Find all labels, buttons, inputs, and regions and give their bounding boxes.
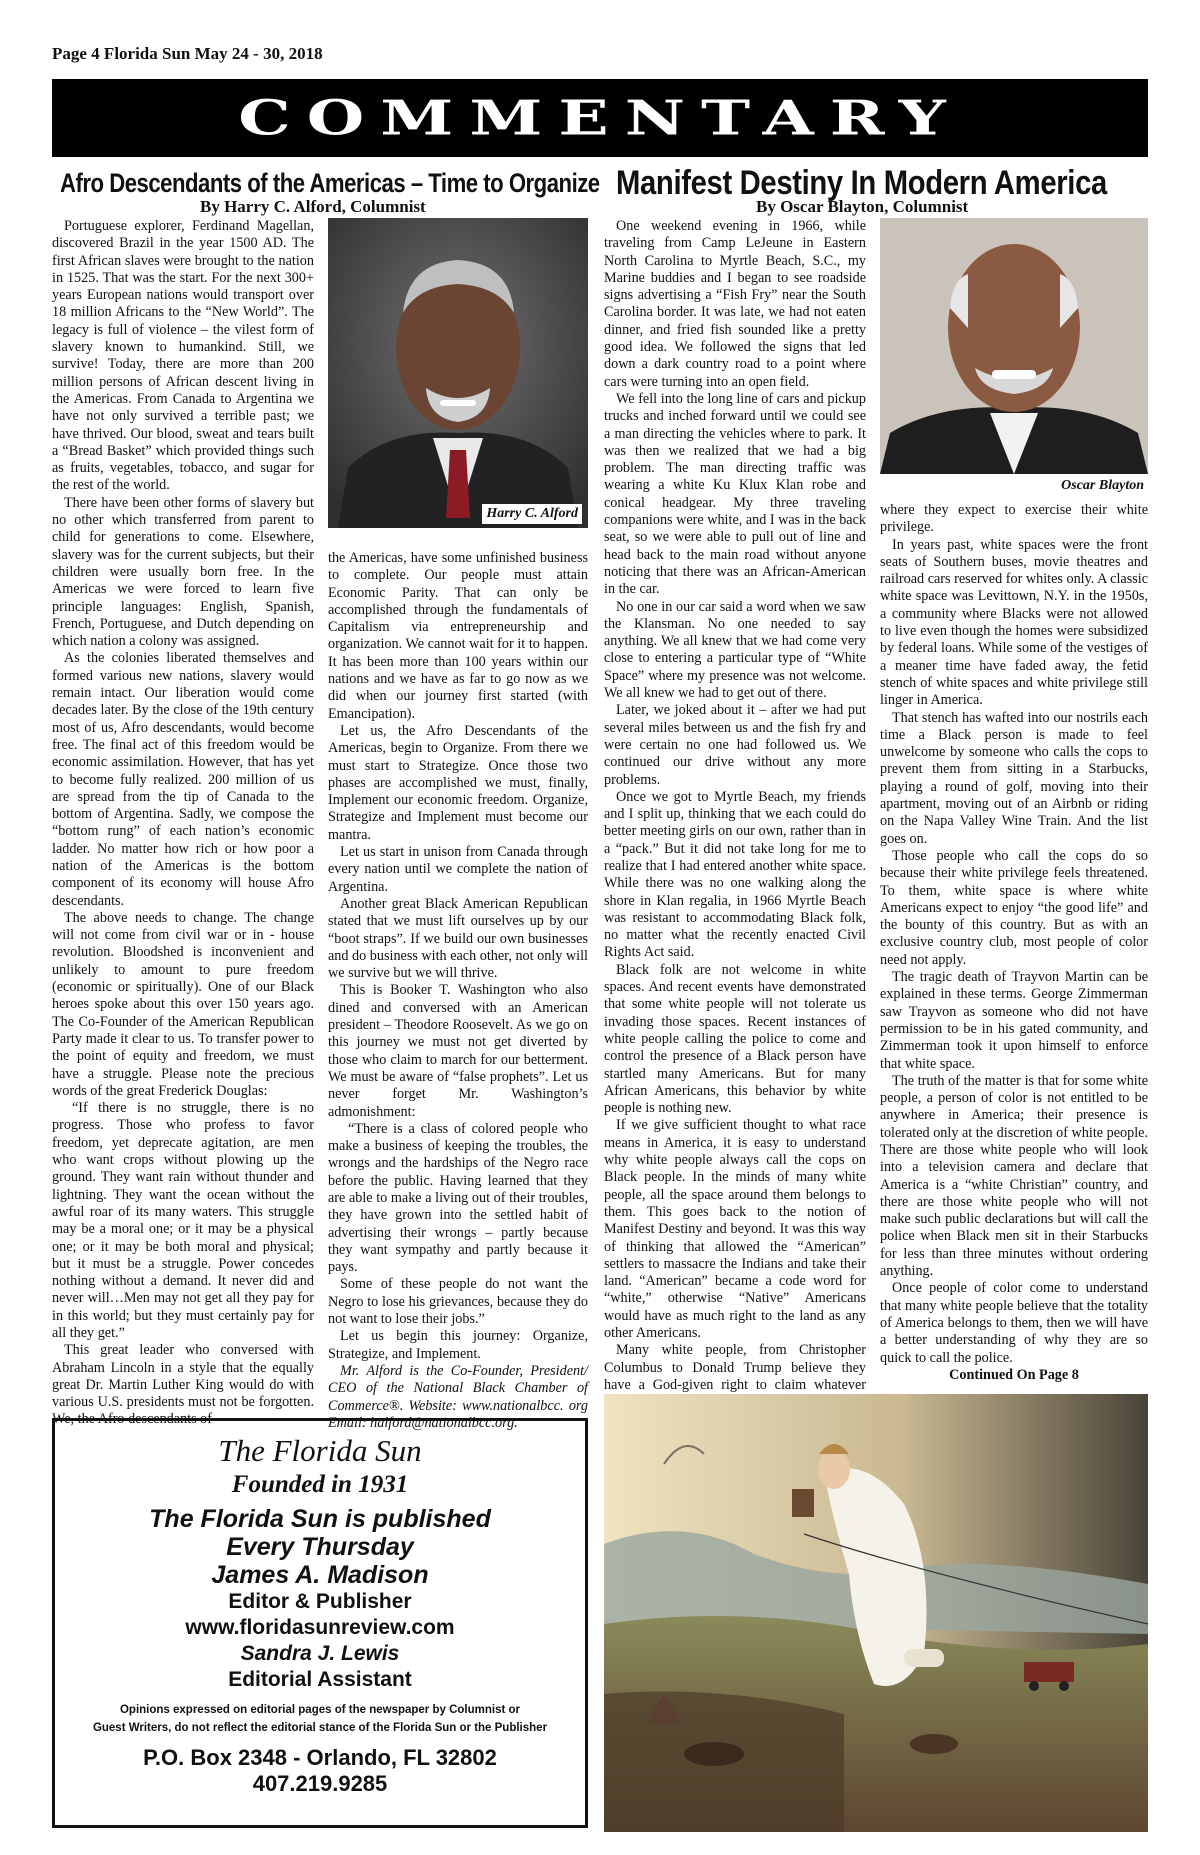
paragraph: The tragic death of Trayvon Martin can be explained in these terms. George Zimmerman saw Trayvon as someone who did not have permission to be in his gated community, and Zimmerman took it upon himself to enforce that white space. [880,969,1148,1072]
paragraph: The truth of the matter is that for some white people, a person of color is not entitled to be anywhere in America; their presence is tolerated only at the discretion of white people. There are those white people who will look into a television camera and declare that America is a “white Christian” country, and there are those white people who will not make such public declarations but will call the police when Black men sit in their Starbucks for less than three minutes without ordering anything. [880,1072,1148,1280]
left-article-headline: Afro Descendants of the Americas – Time to Organize [60,168,600,198]
paragraph: Portuguese explorer, Ferdinand Magellan, discovered Brazil in the year 1500 AD. The first African slaves were brought to the nation in 1525. That was the start. For the next 300+ years European nations would transport over 18 million Africans to the “New World”. The legacy is full of violence – the vilest form of slavery known to humankind. Still, we survive! Today, there are more than 200 million persons of African descent living in the Americas. From Canada to Argentina we have not only survived a terrible past; we have thrived. Our blood, sweat and tears built a “Bread Basket” which provided things such as fruits, vegetables, tobacco, and sugar for the rest of the world. [52,218,314,494]
paragraph: where they expect to exercise their white privilege. [880,502,1148,536]
paragraph: Black folk are not welcome in white spaces. And recent events have demonstrated that some white people will not tolerate us invading those spaces. Recent instances of white people calling the police to come and control the presence of a Black person have startled many Americans. But for many African Americans, this behavior by white people is nothing new. [604,961,866,1117]
paragraph: If we give sufficient thought to what race means in America, it is easy to understand why white people always call the cops on Black people. In the minds of many white people, all the space around them belongs to them. This goes back to the notion of Manifest Destiny and beyond. It was this way of thinking that allowed the “American” settlers to massacre the Indians and take their land. “American” became a code word for “white,” otherwise “Native” Americans would have as much right to the land as any other Americans. [604,1117,866,1341]
paragraph: Some of these people do not want the Negro to lose his grievances, because they do not want to lose their jobs.” [328,1276,588,1328]
masthead-assistant-name: Sandra J. Lewis [240,1642,400,1665]
paragraph: the Americas, have some unfinished business to complete. Our people must attain Economic Parity. That can only be accomplished through the fundamentals of Capitalism via entrepreneurship and organization. We cannot wait for it to happen. It has been more than 100 years within our nations and we have as far to go now as we did when our journey first started (with Emancipation). [328,550,588,722]
masthead-title: The Florida Sun [218,1433,422,1468]
paragraph: This is Booker T. Washington who also dined and conversed with an American president – Theodore Roosevelt. As we go on this journey we must not get diverted by those who claim to march for our betterment. We must be aware of “false prophets”. Let us never forget Mr. Washington’s admonishment: [328,982,588,1120]
quote-paragraph: “There is a class of colored people who make a business of keeping the troubles, the wrongs and the hardships of the Negro race before the public. Having learned that they are able to make a living out of their troubles, they have grown into the settled habit of advertising their wrongs – partly because they want sympathy and partly because it pays. [328,1120,588,1276]
author-credit: Mr. Alford is the Co-Founder, President/ CEO of the National Black Chamber of Commerce®. Website: www.nationalbcc. org Email: halford@nationalbcc.org. [328,1362,588,1431]
paragraph: Let us, the Afro Descendants of the Americas, begin to Organize. From there we must start to Strategize. Once those two phases are accomplished we must, finally, Implement our economic freedom. Organize, Strategize and Implement must become our mantra. [328,722,588,843]
paragraph: As the colonies liberated themselves and formed various new nations, slavery would remain intact. Our liberation would come decades later. By the close of the 19th century most of us, Afro descendants, would become free. The final act of this freedom would be economic assimilation. However, that has yet to become fully realized. 200 million of us are spread from the tip of Canada to the bottom of Argentina. Sadly, we compose the “bottom rung” of each nation’s economic ladder. No matter how rich or how poor a nation of the Americas is the bottom component of its economy will house Afro descendants. [52,650,314,909]
right-article-headline: Manifest Destiny In Modern America [616,164,1107,202]
portrait-graphic [880,218,1148,474]
disclaimer-line: Opinions expressed on editorial pages of the newspaper by Columnist or [119,1704,521,1716]
masthead-editor-role: Editor & Publisher [228,1590,412,1613]
american-progress-painting [604,1394,1148,1832]
paragraph: Another great Black American Republican stated that we must lift ourselves up by our “boot straps”. If we build our own businesses and do business with each other, not only will we survive but we will thrive. [328,895,588,982]
right-article-byline: By Oscar Blayton, Columnist [756,197,969,216]
oscar-blayton-caption: Oscar Blayton [1061,478,1144,493]
paragraph: Once people of color come to understand that many white people believe that the totality of America belongs to them, then we will have a better understanding of why they are so quick to call the police. [880,1280,1148,1366]
continued-notice: Continued On Page 8 [949,1366,1079,1383]
paragraph: No one in our car said a word when we saw the Klansman. No one needed to say anything. We all knew that we had come very close to entering a particular type of “White Space” where my presence was not welcome. We all knew we had to get out of there. [604,598,866,702]
section-banner-title: COMMENTARY [238,89,962,147]
masthead-phone: 407.219.9285 [252,1771,388,1796]
portrait-graphic [328,218,588,528]
paragraph: That stench has wafted into our nostrils each time a Black person is made to feel unwelcome by someone who calls the cops to prevent them from sitting in a Starbucks, playing a round of golf, moving into their apartment, moving out of an Airbnb or riding on the Napa Valley Wine Train. And the list goes on. [880,709,1148,847]
paragraph: Let us start in unison from Canada through every nation until we complete the nation of Argentina. [328,844,588,895]
harry-alford-caption: Harry C. Alford [482,504,582,524]
paragraph: The above needs to change. The change will not come from civil war or in - house revolution. Bloodshed is inconvenient and unlikely to amount to pure freedom (economic or spiritually). One of our Black heroes spoke about this over 150 years ago. The Co-Founder of the American Republican Party made it clear to us. To transfer power to the point of equity and freedom, we must have a struggle. Please note the precious words of the great Frederick Douglas: [52,909,314,1099]
masthead-published-line1: The Florida Sun is published [149,1505,491,1533]
masthead-website: www.floridasunreview.com [185,1616,455,1639]
left-article-col2 [328,550,588,1431]
masthead-assistant-role: Editorial Assistant [228,1668,412,1691]
section-banner [52,79,1148,157]
paragraph: Let us begin this journey: Organize, Strategize, and Implement. [328,1328,588,1362]
left-article-col1 [52,218,314,1428]
paragraph: Those people who call the cops do so because their white privilege feels threatened. To them, white space is where white Americans expect to enjoy “the good life” and the bounty of this country. But as with an exclusive country club, most people of color need not apply. [880,847,1148,968]
painting-graphic [604,1394,1148,1832]
paragraph: One weekend evening in 1966, while traveling from Camp LeJeune in Eastern North Carolina to Myrtle Beach, S.C., my Marine buddies and I began to see roadside signs advertising a “Fish Fry” near the South Carolina border. It was late, we had not eaten dinner, and fried fish sounded like a pretty good idea. We followed the signs that led down a dark country road to a point where cars were turning into an open field. [604,218,866,390]
masthead-editor-name: James A. Madison [211,1561,429,1589]
masthead-founded: Founded in 1931 [231,1471,409,1498]
masthead-published-line2: Every Thursday [226,1533,414,1561]
masthead-address: P.O. Box 2348 - Orlando, FL 32802 [143,1745,497,1770]
paragraph: Later, we joked about it – after we had put several miles between us and the fish fry and were certain no one had followed us. We continued our drive without any more problems. [604,702,866,788]
disclaimer-line: Guest Writers, do not reflect the editorial stance of the Florida Sun or the Publisher [92,1722,548,1734]
paragraph: Once we got to Myrtle Beach, my friends and I split up, thinking that we each could do better meeting girls on our own, rather than in a “pack.” But it did not take long for me to realize that I had entered another white space. While there was no one walking along the shore in Klan regalia, in 1966 Myrtle Beach was resistant to accommodating Black folk, no matter what the recently enacted Civil Rights Act said. [604,788,866,961]
masthead-box [52,1418,588,1828]
paragraph: We fell into the long line of cars and pickup trucks and inched forward until we could see a man directing the vehicles where to park. It was then we realized that we had a big problem. The man directing traffic was wearing a white Ku Klux Klan robe and conical headgear. My three traveling companions were white, and I was in the back seat, so we were able to pull out of line and head back to the main road without anyone noticing that there was an African-American in the car. [604,390,866,598]
right-article-col1 [604,218,866,1393]
left-article-byline: By Harry C. Alford, Columnist [200,197,426,216]
masthead-disclaimer [55,1701,585,1737]
harry-alford-photo [328,218,588,528]
paragraph: Many white people, from Christopher Columbus to Donald Trump believe they have a God-given right to claim whatever [604,1342,866,1393]
paragraph: In years past, white spaces were the front seats of Southern buses, movie theatres and railroad cars reserved for whites only. A classic white space was Levittown, N.Y. in the 1950s, a community where Blacks were not allowed to live even though the homes were subsidized by federal loans. While some of the vestiges of a meaner time have faded away, the fetid stench of white spaces and white privilege still linger in America. [880,536,1148,709]
paragraph: There have been other forms of slavery but no other which transferred from parent to child for generations to come. Elsewhere, slavery was for the current subjects, but their children were usually born free. In the Americas we were forced to learn five principle languages: English, Spanish, French, Portuguese, and Dutch depending on which nation a colony was assigned. [52,494,314,650]
page-header: Page 4 Florida Sun May 24 - 30, 2018 [52,44,323,63]
quote-paragraph: “If there is no struggle, there is no progress. Those who profess to favor freedom, yet deprecate agitation, are men who want crops without plowing up the ground. They want rain without thunder and lightning. They want the ocean without the awful roar of its many waters. This struggle may be a moral one; or it may be a physical one; or it may be both moral and physical; but it must be a struggle. Power concedes nothing without a demand. It never did and never will…Men may not get all they pay for in this world; but they must certainly pay for all they get.” [52,1100,314,1341]
oscar-blayton-photo [880,218,1148,496]
right-article-col2 [880,502,1148,1388]
paragraph: This great leader who conversed with Abraham Lincoln in a style that the equally great Dr. Martin Luther King would do with various U.S. presidents must not be forgotten. We, the Afro descendants of [52,1342,314,1428]
